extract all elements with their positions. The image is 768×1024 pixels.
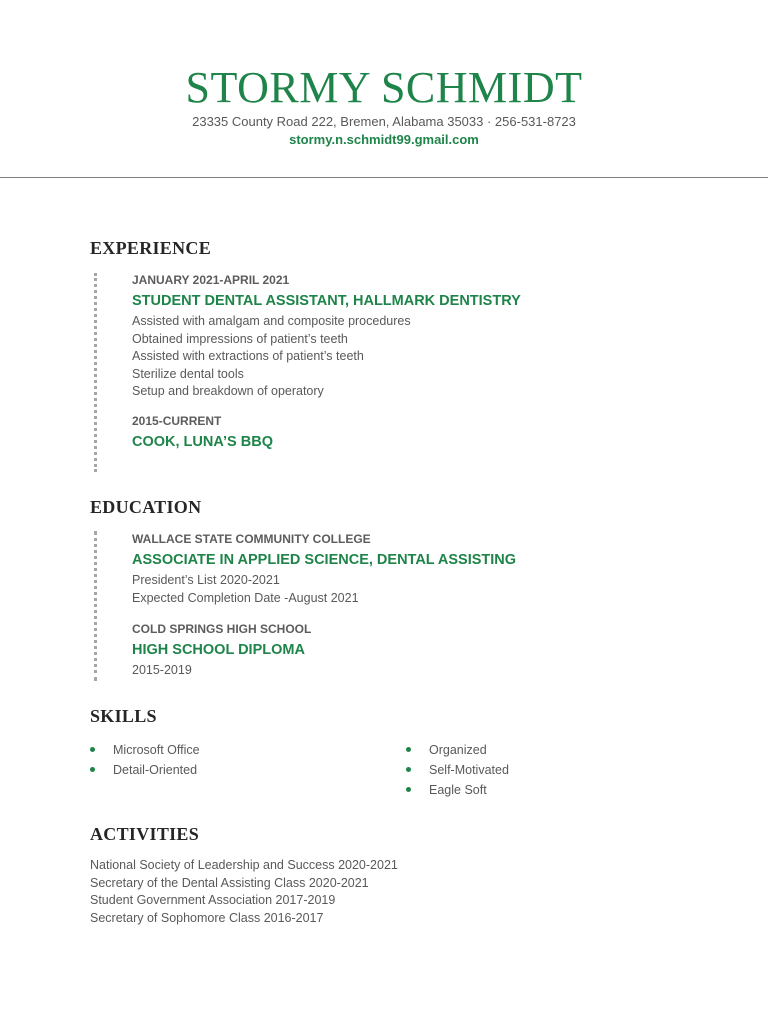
entry-line: Assisted with amalgam and composite procedures bbox=[132, 314, 411, 328]
bullet-icon bbox=[406, 787, 411, 792]
education-heading: EDUCATION bbox=[90, 497, 202, 517]
skill-label: Organized bbox=[429, 743, 487, 757]
email-link[interactable]: stormy.n.schmidt99.gmail.com bbox=[289, 132, 479, 147]
skill-item bbox=[90, 760, 200, 780]
experience-heading: EXPERIENCE bbox=[90, 238, 212, 258]
entry-date: 2015-CURRENT bbox=[132, 414, 222, 428]
entry-line: Setup and breakdown of operatory bbox=[132, 384, 324, 398]
skill-item bbox=[90, 740, 200, 760]
education-line: Expected Completion Date -August 2021 bbox=[132, 590, 359, 605]
contact-line: 23335 County Road 222, Bremen, Alabama 35033 · 256-531-8723 bbox=[192, 114, 576, 129]
experience-entry bbox=[132, 413, 273, 452]
education-line: 2015-2019 bbox=[132, 663, 192, 677]
entry-line: Obtained impressions of patient’s teeth bbox=[132, 331, 348, 346]
school-name: WALLACE STATE COMMUNITY COLLEGE bbox=[132, 532, 371, 546]
education-entry bbox=[132, 531, 516, 607]
activity-item: National Society of Leadership and Success 2020-2021 bbox=[90, 858, 398, 872]
entry-line: Assisted with extractions of patient’s teeth bbox=[132, 349, 364, 363]
entry-date: JANUARY 2021-APRIL 2021 bbox=[132, 273, 290, 287]
skill-label: Microsoft Office bbox=[113, 743, 200, 757]
bullet-icon bbox=[406, 747, 411, 752]
skill-item bbox=[406, 740, 509, 760]
skill-label: Eagle Soft bbox=[429, 783, 487, 797]
skill-item bbox=[406, 780, 509, 800]
skills-list-right bbox=[406, 740, 509, 800]
bullet-icon bbox=[406, 767, 411, 772]
degree-title: HIGH SCHOOL DIPLOMA bbox=[132, 642, 305, 658]
activities-list bbox=[90, 857, 398, 927]
entry-line: Sterilize dental tools bbox=[132, 366, 244, 381]
activities-heading: ACTIVITIES bbox=[90, 824, 200, 844]
skills-list-left bbox=[90, 740, 200, 780]
entry-title: COOK, LUNA’S BBQ bbox=[132, 434, 273, 450]
activity-item: Secretary of the Dental Assisting Class 2020-2021 bbox=[90, 875, 369, 890]
header-divider bbox=[0, 177, 768, 178]
entry-title: STUDENT DENTAL ASSISTANT, HALLMARK DENTISTRY bbox=[132, 293, 521, 309]
education-timeline bbox=[94, 531, 97, 681]
education-entry bbox=[132, 621, 311, 680]
skill-label: Self-Motivated bbox=[429, 763, 509, 777]
skill-item bbox=[406, 760, 509, 780]
skills-heading: SKILLS bbox=[90, 706, 157, 726]
bullet-icon bbox=[90, 767, 95, 772]
activity-item: Student Government Association 2017-2019 bbox=[90, 893, 336, 907]
degree-title: ASSOCIATE IN APPLIED SCIENCE, DENTAL ASSISTING bbox=[132, 552, 517, 568]
resume-name: STORMY SCHMIDT bbox=[185, 63, 583, 112]
activity-item: Secretary of Sophomore Class 2016-2017 bbox=[90, 910, 324, 925]
experience-timeline bbox=[94, 273, 97, 472]
school-name: COLD SPRINGS HIGH SCHOOL bbox=[132, 622, 312, 636]
bullet-icon bbox=[90, 747, 95, 752]
skill-label: Detail-Oriented bbox=[113, 763, 198, 777]
experience-entry bbox=[132, 272, 521, 401]
education-line: President’s List 2020-2021 bbox=[132, 573, 280, 587]
